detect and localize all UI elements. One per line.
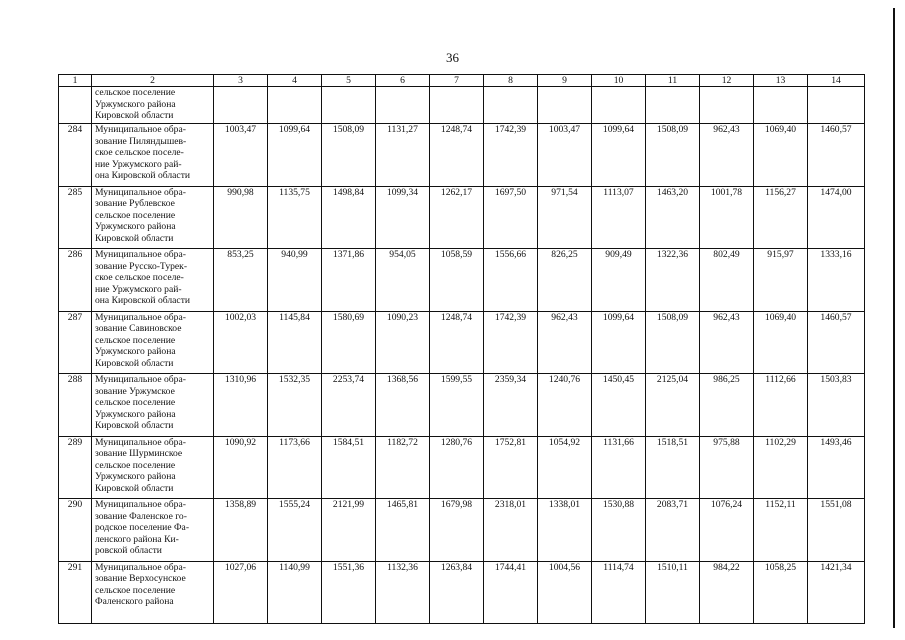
value-cell: 1113,07 <box>592 186 646 249</box>
row-number-cell: 291 <box>59 561 92 624</box>
table-row-continuation <box>59 87 865 124</box>
row-number-cell <box>59 87 92 124</box>
column-header-10: 10 <box>592 75 646 87</box>
name-line: зование Фаленское го- <box>95 510 187 522</box>
value-cell: 1463,20 <box>646 186 700 249</box>
value-cell: 1090,23 <box>376 311 430 374</box>
name-line: Муниципальное обра- <box>95 186 186 198</box>
value-cell: 1156,27 <box>754 186 808 249</box>
value-cell: 1474,00 <box>808 186 865 249</box>
name-line: Муниципальное обра- <box>95 311 186 323</box>
value-cell: 1054,92 <box>538 436 592 499</box>
value-cell: 1102,29 <box>754 436 808 499</box>
value-cell: 1099,64 <box>592 311 646 374</box>
value-cell: 1132,36 <box>376 561 430 624</box>
table-row <box>59 436 865 499</box>
value-cell: 1599,55 <box>430 374 484 437</box>
value-cell: 1679,98 <box>430 499 484 562</box>
column-header-5: 5 <box>322 75 376 87</box>
value-cell: 1322,36 <box>646 249 700 312</box>
value-cell: 1580,69 <box>322 311 376 374</box>
name-line: Кировской области <box>95 110 174 122</box>
value-cell: 2083,71 <box>646 499 700 562</box>
column-header-11: 11 <box>646 75 700 87</box>
value-cell: 954,05 <box>376 249 430 312</box>
value-cell: 1114,74 <box>592 561 646 624</box>
value-cell: 1450,45 <box>592 374 646 437</box>
value-cell: 1140,99 <box>268 561 322 624</box>
value-cell: 1510,11 <box>646 561 700 624</box>
name-line: она Кировской области <box>95 295 191 307</box>
value-cell: 1368,56 <box>376 374 430 437</box>
value-cell: 1752,81 <box>484 436 538 499</box>
name-line: Кировской области <box>95 482 174 494</box>
value-cell <box>754 87 808 124</box>
name-line: Муниципальное обра- <box>95 436 186 448</box>
name-line: сельское поселение <box>95 334 176 346</box>
row-number-cell: 288 <box>59 374 92 437</box>
name-line: зование Савиновское <box>95 323 182 335</box>
value-cell: 1240,76 <box>538 374 592 437</box>
name-line: родское поселение Фа- <box>95 522 190 534</box>
municipality-name-cell <box>92 374 214 437</box>
column-header-4: 4 <box>268 75 322 87</box>
value-cell: 1069,40 <box>754 311 808 374</box>
value-cell: 1742,39 <box>484 311 538 374</box>
municipality-name-cell <box>92 311 214 374</box>
value-cell: 1069,40 <box>754 124 808 187</box>
value-cell: 1338,01 <box>538 499 592 562</box>
value-cell: 1076,24 <box>700 499 754 562</box>
row-number-cell: 287 <box>59 311 92 374</box>
name-line: Фаленского района <box>95 596 174 608</box>
value-cell: 1508,09 <box>322 124 376 187</box>
row-number-cell: 290 <box>59 499 92 562</box>
column-header-14: 14 <box>808 75 865 87</box>
name-line: Уржумского района <box>95 98 176 110</box>
value-cell: 2359,34 <box>484 374 538 437</box>
name-line: зование Русско-Турек- <box>95 260 188 272</box>
municipality-name-cell <box>92 186 214 249</box>
table-row <box>59 499 865 562</box>
municipality-name-cell <box>92 561 214 624</box>
name-line: ское сельское поселе- <box>95 147 184 159</box>
value-cell: 853,25 <box>214 249 268 312</box>
name-line: она Кировской области <box>95 170 191 182</box>
value-cell: 1310,96 <box>214 374 268 437</box>
value-cell: 915,97 <box>754 249 808 312</box>
value-cell: 986,25 <box>700 374 754 437</box>
value-cell <box>808 87 865 124</box>
value-cell: 940,99 <box>268 249 322 312</box>
value-cell <box>214 87 268 124</box>
name-line: зование Верхосунское <box>95 573 186 585</box>
name-line: ленского района Ки- <box>95 533 179 545</box>
value-cell: 1493,46 <box>808 436 865 499</box>
tariff-table <box>58 74 865 624</box>
value-cell: 1280,76 <box>430 436 484 499</box>
value-cell: 1262,17 <box>430 186 484 249</box>
value-cell: 990,98 <box>214 186 268 249</box>
value-cell <box>376 87 430 124</box>
name-line: сельское поселение <box>95 459 176 471</box>
value-cell: 1518,51 <box>646 436 700 499</box>
value-cell: 1131,66 <box>592 436 646 499</box>
row-number-cell: 285 <box>59 186 92 249</box>
value-cell: 1152,11 <box>754 499 808 562</box>
value-cell: 1498,84 <box>322 186 376 249</box>
value-cell: 1532,35 <box>268 374 322 437</box>
value-cell: 1744,41 <box>484 561 538 624</box>
table-row <box>59 561 865 624</box>
value-cell: 802,49 <box>700 249 754 312</box>
value-cell: 1099,64 <box>268 124 322 187</box>
value-cell: 2253,74 <box>322 374 376 437</box>
municipality-name-cell <box>92 87 214 124</box>
municipality-name-cell <box>92 124 214 187</box>
value-cell: 1333,16 <box>808 249 865 312</box>
column-header-13: 13 <box>754 75 808 87</box>
municipality-name-cell <box>92 499 214 562</box>
name-line: Уржумского района <box>95 471 176 483</box>
page-number: 36 <box>446 50 459 65</box>
name-line: сельское поселение <box>95 397 176 409</box>
value-cell: 1003,47 <box>214 124 268 187</box>
value-cell: 2318,01 <box>484 499 538 562</box>
name-line: Муниципальное обра- <box>95 374 186 385</box>
name-line: Кировской области <box>95 232 174 244</box>
column-header-3: 3 <box>214 75 268 87</box>
row-number-cell: 284 <box>59 124 92 187</box>
name-line: Муниципальное обра- <box>95 561 186 573</box>
row-number-cell: 286 <box>59 249 92 312</box>
table-row <box>59 374 865 437</box>
value-cell: 2125,04 <box>646 374 700 437</box>
value-cell: 1503,83 <box>808 374 865 437</box>
value-cell: 1248,74 <box>430 124 484 187</box>
value-cell <box>484 87 538 124</box>
column-header-2: 2 <box>92 75 214 87</box>
value-cell: 1099,64 <box>592 124 646 187</box>
value-cell <box>430 87 484 124</box>
name-line: Уржумского района <box>95 221 176 233</box>
value-cell: 971,54 <box>538 186 592 249</box>
name-line: Муниципальное обра- <box>95 124 186 135</box>
value-cell <box>700 87 754 124</box>
value-cell: 1099,34 <box>376 186 430 249</box>
value-cell: 1742,39 <box>484 124 538 187</box>
name-line: Кировской области <box>95 357 174 369</box>
column-header-9: 9 <box>538 75 592 87</box>
value-cell: 909,49 <box>592 249 646 312</box>
value-cell: 1058,25 <box>754 561 808 624</box>
value-cell <box>646 87 700 124</box>
name-line: Муниципальное обра- <box>95 249 186 260</box>
name-line: зование Рублевское <box>95 198 175 210</box>
value-cell: 962,43 <box>538 311 592 374</box>
name-line: Уржумского района <box>95 346 176 358</box>
value-cell: 1460,57 <box>808 124 865 187</box>
value-cell: 1004,56 <box>538 561 592 624</box>
name-line: Муниципальное обра- <box>95 499 186 510</box>
value-cell <box>538 87 592 124</box>
name-line: сельское поселение <box>95 209 176 221</box>
value-cell: 1371,86 <box>322 249 376 312</box>
value-cell: 1508,09 <box>646 124 700 187</box>
column-header-1: 1 <box>59 75 92 87</box>
column-header-12: 12 <box>700 75 754 87</box>
value-cell: 1003,47 <box>538 124 592 187</box>
value-cell <box>268 87 322 124</box>
table-row <box>59 249 865 312</box>
name-line: зование Уржумское <box>95 385 175 397</box>
name-line: Кировской области <box>95 420 174 432</box>
value-cell: 962,43 <box>700 124 754 187</box>
value-cell: 984,22 <box>700 561 754 624</box>
value-cell: 1358,89 <box>214 499 268 562</box>
value-cell: 1173,66 <box>268 436 322 499</box>
value-cell: 1182,72 <box>376 436 430 499</box>
value-cell: 1551,08 <box>808 499 865 562</box>
value-cell: 1530,88 <box>592 499 646 562</box>
value-cell: 1421,34 <box>808 561 865 624</box>
value-cell: 1002,03 <box>214 311 268 374</box>
page-edge-rule <box>893 8 895 628</box>
name-line: Уржумского района <box>95 408 176 420</box>
table-row <box>59 186 865 249</box>
value-cell: 1508,09 <box>646 311 700 374</box>
table-row <box>59 311 865 374</box>
column-header-8: 8 <box>484 75 538 87</box>
value-cell: 1112,66 <box>754 374 808 437</box>
value-cell: 1027,06 <box>214 561 268 624</box>
value-cell: 1584,51 <box>322 436 376 499</box>
table-row <box>59 124 865 187</box>
value-cell: 1145,84 <box>268 311 322 374</box>
municipality-name-cell <box>92 436 214 499</box>
value-cell: 975,88 <box>700 436 754 499</box>
value-cell: 1131,27 <box>376 124 430 187</box>
value-cell: 1697,50 <box>484 186 538 249</box>
value-cell: 1090,92 <box>214 436 268 499</box>
value-cell: 1058,59 <box>430 249 484 312</box>
name-line: ние Уржумского рай- <box>95 158 182 170</box>
value-cell: 1555,24 <box>268 499 322 562</box>
value-cell: 1135,75 <box>268 186 322 249</box>
value-cell: 1460,57 <box>808 311 865 374</box>
value-cell: 1556,66 <box>484 249 538 312</box>
name-line: сельское поселение <box>95 584 176 596</box>
value-cell <box>322 87 376 124</box>
value-cell: 2121,99 <box>322 499 376 562</box>
value-cell: 1465,81 <box>376 499 430 562</box>
value-cell: 962,43 <box>700 311 754 374</box>
value-cell: 1551,36 <box>322 561 376 624</box>
municipality-name-cell <box>92 249 214 312</box>
value-cell: 1248,74 <box>430 311 484 374</box>
name-line: сельское поселение <box>95 87 176 98</box>
value-cell <box>592 87 646 124</box>
name-line: ское сельское поселе- <box>95 272 184 284</box>
column-header-6: 6 <box>376 75 430 87</box>
value-cell: 1001,78 <box>700 186 754 249</box>
name-line: зование Шурминское <box>95 448 183 460</box>
name-line: ние Уржумского рай- <box>95 283 182 295</box>
table-header-row <box>59 75 865 87</box>
column-header-7: 7 <box>430 75 484 87</box>
value-cell: 826,25 <box>538 249 592 312</box>
value-cell: 1263,84 <box>430 561 484 624</box>
name-line: зование Пиляндышев- <box>95 135 187 147</box>
name-line: ровской области <box>95 545 162 557</box>
row-number-cell: 289 <box>59 436 92 499</box>
